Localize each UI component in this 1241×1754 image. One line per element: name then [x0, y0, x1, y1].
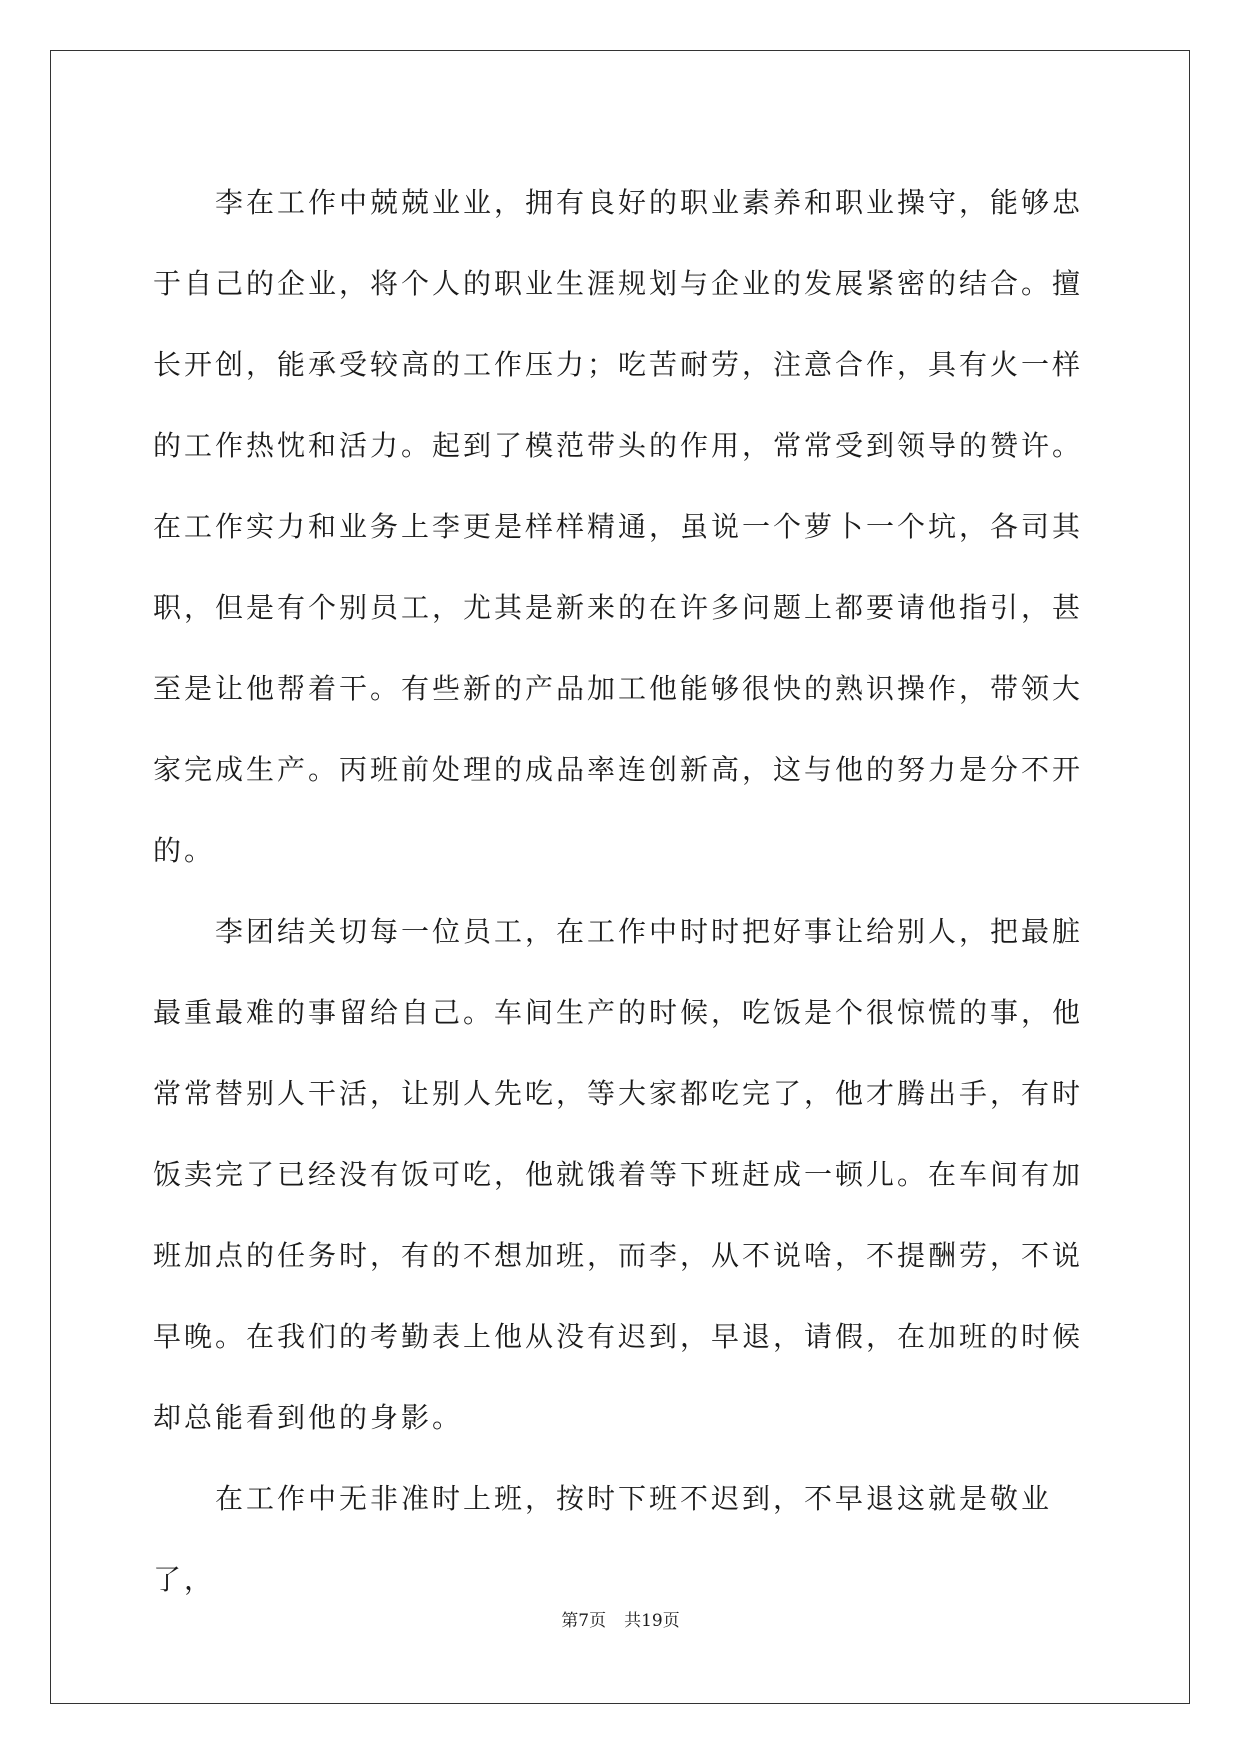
paragraph-1: 李在工作中兢兢业业，拥有良好的职业素养和职业操守，能够忠于自己的企业，将个人的职业生涯规划与企业的发展紧密的结合。擅长开创，能承受较高的工作压力；吃苦耐劳，注意合作，具有火一样的工作热忱和活力。起到了模范带头的作用，常常受到领导的赞许。在工作实力和业务上李更是样样精通，虽说一个萝卜一个坑，各司其职，但是有个别员工，尤其是新来的在许多问题上都要请他指引，甚至是让他帮着干。有些新的产品加工他能够很快的熟识操作，带领大家完成生产。丙班前处理的成品率连创新高，这与他的努力是分不开的。: [153, 186, 1084, 867]
page-total: 共19页: [624, 1611, 680, 1631]
page-number: 第7页: [561, 1611, 607, 1631]
paragraph-2: 李团结关切每一位员工，在工作中时时把好事让给别人，把最脏最重最难的事留给自己。车间生产的时候，吃饭是个很惊慌的事，他常常替别人干活，让别人先吃，等大家都吃完了，他才腾出手，有时饭卖完了已经没有饭可吃，他就饿着等下班赶成一顿儿。在车间有加班加点的任务时，有的不想加班，而李，从不说啥，不提酬劳，不说早晚。在我们的考勤表上他从没有迟到，早退，请假，在加班的时候却总能看到他的身影。: [153, 915, 1084, 1434]
document-body: [153, 162, 1089, 1620]
paragraph-3: 在工作中无非准时上班，按时下班不迟到，不早退这就是敬业了，: [153, 1482, 1053, 1596]
page-footer: [0, 1606, 1241, 1631]
